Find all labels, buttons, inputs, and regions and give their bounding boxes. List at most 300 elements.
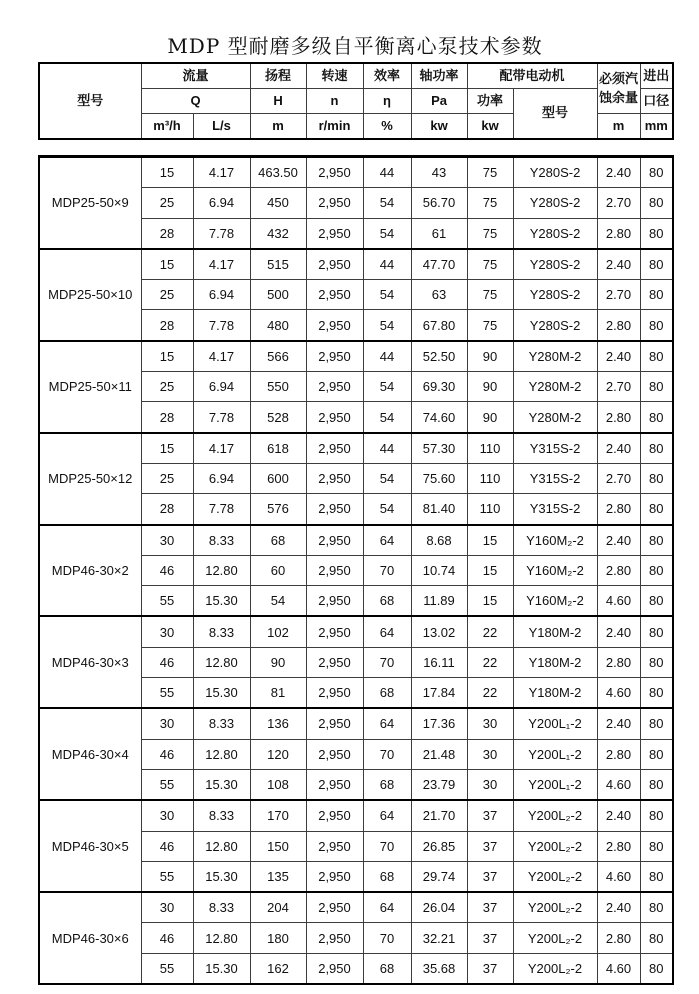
motor-power-cell: 75 xyxy=(467,157,513,188)
data-table xyxy=(38,155,674,985)
motor-model-cell: Y200L₂-2 xyxy=(513,861,597,892)
efficiency-cell: 54 xyxy=(363,310,411,341)
motor-model-cell: Y180M-2 xyxy=(513,647,597,677)
shaft-power-cell: 8.68 xyxy=(411,525,467,556)
table-row xyxy=(39,708,673,739)
motor-power-cell: 37 xyxy=(467,861,513,892)
port-diameter-cell: 80 xyxy=(640,341,673,372)
flow-m3h-cell: 30 xyxy=(141,708,193,739)
speed-cell: 2,950 xyxy=(306,249,363,280)
header-table xyxy=(38,62,674,140)
motor-model-cell: Y200L₁-2 xyxy=(513,739,597,769)
npsh-cell: 4.60 xyxy=(597,769,640,800)
speed-cell: 2,950 xyxy=(306,372,363,402)
flow-ls-cell: 8.33 xyxy=(193,892,250,923)
shaft-power-cell: 29.74 xyxy=(411,861,467,892)
flow-m3h-cell: 55 xyxy=(141,861,193,892)
header-port-line1: 进出 xyxy=(640,63,673,89)
shaft-power-cell: 21.70 xyxy=(411,800,467,831)
motor-model-cell: Y200L₂-2 xyxy=(513,923,597,953)
table-row xyxy=(39,157,673,188)
motor-power-cell: 37 xyxy=(467,892,513,923)
efficiency-cell: 54 xyxy=(363,463,411,493)
table-row xyxy=(39,433,673,464)
speed-cell: 2,950 xyxy=(306,341,363,372)
speed-cell: 2,950 xyxy=(306,218,363,249)
header-efficiency: 效率 xyxy=(363,63,411,89)
npsh-cell: 2.80 xyxy=(597,739,640,769)
speed-cell: 2,950 xyxy=(306,586,363,617)
head-cell: 150 xyxy=(250,831,306,861)
header-q-symbol: Q xyxy=(141,89,250,114)
header-npsh: 必须汽蚀余量 xyxy=(597,63,640,114)
speed-cell: 2,950 xyxy=(306,861,363,892)
table-row xyxy=(39,525,673,556)
header-h-symbol: H xyxy=(250,89,306,114)
efficiency-cell: 64 xyxy=(363,616,411,647)
motor-model-cell: Y200L₂-2 xyxy=(513,953,597,984)
npsh-cell: 2.40 xyxy=(597,616,640,647)
npsh-cell: 2.40 xyxy=(597,249,640,280)
port-diameter-cell: 80 xyxy=(640,678,673,709)
motor-power-cell: 15 xyxy=(467,555,513,585)
flow-ls-cell: 8.33 xyxy=(193,800,250,831)
shaft-power-cell: 23.79 xyxy=(411,769,467,800)
head-cell: 528 xyxy=(250,402,306,433)
efficiency-cell: 68 xyxy=(363,678,411,709)
header-speed: 转速 xyxy=(306,63,363,89)
head-cell: 90 xyxy=(250,647,306,677)
motor-model-cell: Y180M-2 xyxy=(513,616,597,647)
speed-cell: 2,950 xyxy=(306,769,363,800)
pump-model-cell: MDP46-30×3 xyxy=(39,616,141,708)
motor-power-cell: 110 xyxy=(467,463,513,493)
header-motor-model: 型号 xyxy=(513,89,597,140)
efficiency-cell: 64 xyxy=(363,800,411,831)
speed-cell: 2,950 xyxy=(306,708,363,739)
motor-model-cell: Y280S-2 xyxy=(513,310,597,341)
npsh-cell: 2.80 xyxy=(597,923,640,953)
pump-model-cell: MDP46-30×6 xyxy=(39,892,141,984)
port-diameter-cell: 80 xyxy=(640,586,673,617)
motor-power-cell: 22 xyxy=(467,678,513,709)
port-diameter-cell: 80 xyxy=(640,157,673,188)
head-cell: 463.50 xyxy=(250,157,306,188)
pump-model-cell: MDP46-30×2 xyxy=(39,525,141,617)
npsh-cell: 2.40 xyxy=(597,800,640,831)
head-cell: 170 xyxy=(250,800,306,831)
efficiency-cell: 64 xyxy=(363,892,411,923)
motor-model-cell: Y200L₂-2 xyxy=(513,831,597,861)
speed-cell: 2,950 xyxy=(306,800,363,831)
motor-power-cell: 75 xyxy=(467,280,513,310)
head-cell: 68 xyxy=(250,525,306,556)
speed-cell: 2,950 xyxy=(306,923,363,953)
port-diameter-cell: 80 xyxy=(640,769,673,800)
pump-model-cell: MDP25-50×12 xyxy=(39,433,141,525)
head-cell: 600 xyxy=(250,463,306,493)
motor-model-cell: Y160M₂-2 xyxy=(513,586,597,617)
npsh-cell: 2.70 xyxy=(597,280,640,310)
motor-model-cell: Y200L₂-2 xyxy=(513,892,597,923)
npsh-cell: 4.60 xyxy=(597,678,640,709)
motor-model-cell: Y280S-2 xyxy=(513,249,597,280)
flow-ls-cell: 4.17 xyxy=(193,249,250,280)
flow-m3h-cell: 55 xyxy=(141,953,193,984)
shaft-power-cell: 74.60 xyxy=(411,402,467,433)
speed-cell: 2,950 xyxy=(306,739,363,769)
flow-m3h-cell: 15 xyxy=(141,341,193,372)
motor-model-cell: Y315S-2 xyxy=(513,463,597,493)
header-motor-power: 功率 xyxy=(467,89,513,114)
port-diameter-cell: 80 xyxy=(640,433,673,464)
flow-m3h-cell: 30 xyxy=(141,892,193,923)
speed-cell: 2,950 xyxy=(306,402,363,433)
flow-ls-cell: 7.78 xyxy=(193,310,250,341)
shaft-power-cell: 61 xyxy=(411,218,467,249)
header-unit-speed: r/min xyxy=(306,114,363,140)
speed-cell: 2,950 xyxy=(306,953,363,984)
motor-model-cell: Y200L₁-2 xyxy=(513,769,597,800)
head-cell: 102 xyxy=(250,616,306,647)
head-cell: 515 xyxy=(250,249,306,280)
head-cell: 566 xyxy=(250,341,306,372)
port-diameter-cell: 80 xyxy=(640,953,673,984)
flow-ls-cell: 4.17 xyxy=(193,433,250,464)
pump-model-cell: MDP46-30×4 xyxy=(39,708,141,800)
port-diameter-cell: 80 xyxy=(640,310,673,341)
table-row xyxy=(39,249,673,280)
header-eta-symbol: η xyxy=(363,89,411,114)
shaft-power-cell: 13.02 xyxy=(411,616,467,647)
port-diameter-cell: 80 xyxy=(640,800,673,831)
motor-power-cell: 30 xyxy=(467,708,513,739)
efficiency-cell: 44 xyxy=(363,341,411,372)
head-cell: 500 xyxy=(250,280,306,310)
flow-m3h-cell: 15 xyxy=(141,249,193,280)
motor-power-cell: 37 xyxy=(467,800,513,831)
efficiency-cell: 54 xyxy=(363,494,411,525)
pump-model-cell: MDP46-30×5 xyxy=(39,800,141,892)
flow-ls-cell: 15.30 xyxy=(193,861,250,892)
speed-cell: 2,950 xyxy=(306,678,363,709)
motor-model-cell: Y280S-2 xyxy=(513,218,597,249)
head-cell: 120 xyxy=(250,739,306,769)
port-diameter-cell: 80 xyxy=(640,923,673,953)
npsh-cell: 2.40 xyxy=(597,525,640,556)
flow-m3h-cell: 55 xyxy=(141,586,193,617)
port-diameter-cell: 80 xyxy=(640,280,673,310)
shaft-power-cell: 26.85 xyxy=(411,831,467,861)
table-row xyxy=(39,892,673,923)
motor-model-cell: Y160M₂-2 xyxy=(513,525,597,556)
flow-ls-cell: 6.94 xyxy=(193,188,250,218)
table-body xyxy=(39,157,673,985)
motor-model-cell: Y280S-2 xyxy=(513,280,597,310)
motor-model-cell: Y180M-2 xyxy=(513,678,597,709)
header-unit-ls: L/s xyxy=(193,114,250,140)
npsh-cell: 2.80 xyxy=(597,218,640,249)
shaft-power-cell: 10.74 xyxy=(411,555,467,585)
flow-ls-cell: 6.94 xyxy=(193,280,250,310)
page-title: MDP 型耐磨多级自平衡离心泵技术参数 xyxy=(167,34,543,58)
flow-m3h-cell: 25 xyxy=(141,372,193,402)
head-cell: 450 xyxy=(250,188,306,218)
flow-m3h-cell: 25 xyxy=(141,188,193,218)
port-diameter-cell: 80 xyxy=(640,494,673,525)
shaft-power-cell: 56.70 xyxy=(411,188,467,218)
table-row xyxy=(39,616,673,647)
port-diameter-cell: 80 xyxy=(640,218,673,249)
npsh-cell: 2.80 xyxy=(597,310,640,341)
flow-m3h-cell: 25 xyxy=(141,280,193,310)
port-diameter-cell: 80 xyxy=(640,892,673,923)
flow-m3h-cell: 46 xyxy=(141,555,193,585)
header-unit-efficiency: % xyxy=(363,114,411,140)
header-unit-motor-power: kw xyxy=(467,114,513,140)
efficiency-cell: 64 xyxy=(363,525,411,556)
motor-power-cell: 75 xyxy=(467,249,513,280)
head-cell: 60 xyxy=(250,555,306,585)
efficiency-cell: 68 xyxy=(363,861,411,892)
motor-power-cell: 30 xyxy=(467,769,513,800)
shaft-power-cell: 32.21 xyxy=(411,923,467,953)
flow-m3h-cell: 30 xyxy=(141,800,193,831)
motor-power-cell: 90 xyxy=(467,341,513,372)
port-diameter-cell: 80 xyxy=(640,708,673,739)
speed-cell: 2,950 xyxy=(306,310,363,341)
flow-ls-cell: 12.80 xyxy=(193,647,250,677)
npsh-cell: 2.70 xyxy=(597,463,640,493)
speed-cell: 2,950 xyxy=(306,616,363,647)
efficiency-cell: 44 xyxy=(363,157,411,188)
motor-power-cell: 37 xyxy=(467,953,513,984)
flow-m3h-cell: 25 xyxy=(141,463,193,493)
port-diameter-cell: 80 xyxy=(640,555,673,585)
header-flow: 流量 xyxy=(141,63,250,89)
flow-ls-cell: 8.33 xyxy=(193,525,250,556)
header-row-1 xyxy=(39,63,673,89)
header-motor-group: 配带电动机 xyxy=(467,63,597,89)
header-head: 扬程 xyxy=(250,63,306,89)
motor-power-cell: 75 xyxy=(467,310,513,341)
head-cell: 180 xyxy=(250,923,306,953)
flow-ls-cell: 12.80 xyxy=(193,739,250,769)
efficiency-cell: 54 xyxy=(363,188,411,218)
efficiency-cell: 54 xyxy=(363,402,411,433)
head-cell: 432 xyxy=(250,218,306,249)
efficiency-cell: 70 xyxy=(363,923,411,953)
speed-cell: 2,950 xyxy=(306,463,363,493)
port-diameter-cell: 80 xyxy=(640,188,673,218)
efficiency-cell: 44 xyxy=(363,249,411,280)
npsh-cell: 2.40 xyxy=(597,341,640,372)
speed-cell: 2,950 xyxy=(306,647,363,677)
header-unit-port: mm xyxy=(640,114,673,140)
port-diameter-cell: 80 xyxy=(640,525,673,556)
port-diameter-cell: 80 xyxy=(640,831,673,861)
shaft-power-cell: 81.40 xyxy=(411,494,467,525)
speed-cell: 2,950 xyxy=(306,188,363,218)
head-cell: 135 xyxy=(250,861,306,892)
header-pa-symbol: Pa xyxy=(411,89,467,114)
npsh-cell: 2.80 xyxy=(597,647,640,677)
motor-power-cell: 75 xyxy=(467,218,513,249)
head-cell: 576 xyxy=(250,494,306,525)
flow-ls-cell: 8.33 xyxy=(193,708,250,739)
npsh-cell: 2.70 xyxy=(597,372,640,402)
npsh-cell: 2.40 xyxy=(597,892,640,923)
motor-power-cell: 15 xyxy=(467,586,513,617)
port-diameter-cell: 80 xyxy=(640,463,673,493)
efficiency-cell: 70 xyxy=(363,555,411,585)
shaft-power-cell: 43 xyxy=(411,157,467,188)
motor-model-cell: Y280S-2 xyxy=(513,157,597,188)
table-row xyxy=(39,800,673,831)
head-cell: 108 xyxy=(250,769,306,800)
shaft-power-cell: 57.30 xyxy=(411,433,467,464)
shaft-power-cell: 69.30 xyxy=(411,372,467,402)
header-port-line2: 口径 xyxy=(640,89,673,114)
port-diameter-cell: 80 xyxy=(640,739,673,769)
port-diameter-cell: 80 xyxy=(640,372,673,402)
pump-model-cell: MDP25-50×11 xyxy=(39,341,141,433)
motor-model-cell: Y315S-2 xyxy=(513,494,597,525)
flow-m3h-cell: 28 xyxy=(141,218,193,249)
flow-ls-cell: 8.33 xyxy=(193,616,250,647)
flow-ls-cell: 6.94 xyxy=(193,463,250,493)
shaft-power-cell: 52.50 xyxy=(411,341,467,372)
port-diameter-cell: 80 xyxy=(640,402,673,433)
flow-ls-cell: 15.30 xyxy=(193,769,250,800)
motor-power-cell: 15 xyxy=(467,525,513,556)
head-cell: 204 xyxy=(250,892,306,923)
port-diameter-cell: 80 xyxy=(640,861,673,892)
shaft-power-cell: 67.80 xyxy=(411,310,467,341)
flow-m3h-cell: 46 xyxy=(141,923,193,953)
motor-power-cell: 110 xyxy=(467,433,513,464)
speed-cell: 2,950 xyxy=(306,525,363,556)
header-unit-shaft-power: kw xyxy=(411,114,467,140)
header-n-symbol: n xyxy=(306,89,363,114)
head-cell: 54 xyxy=(250,586,306,617)
head-cell: 136 xyxy=(250,708,306,739)
npsh-cell: 2.80 xyxy=(597,402,640,433)
flow-ls-cell: 6.94 xyxy=(193,372,250,402)
flow-ls-cell: 12.80 xyxy=(193,831,250,861)
head-cell: 81 xyxy=(250,678,306,709)
flow-m3h-cell: 15 xyxy=(141,157,193,188)
npsh-cell: 2.40 xyxy=(597,433,640,464)
motor-model-cell: Y280S-2 xyxy=(513,188,597,218)
flow-m3h-cell: 55 xyxy=(141,769,193,800)
table-row xyxy=(39,341,673,372)
port-diameter-cell: 80 xyxy=(640,249,673,280)
motor-power-cell: 22 xyxy=(467,616,513,647)
shaft-power-cell: 26.04 xyxy=(411,892,467,923)
flow-ls-cell: 12.80 xyxy=(193,555,250,585)
head-cell: 550 xyxy=(250,372,306,402)
flow-m3h-cell: 30 xyxy=(141,525,193,556)
npsh-cell: 4.60 xyxy=(597,953,640,984)
speed-cell: 2,950 xyxy=(306,280,363,310)
flow-m3h-cell: 55 xyxy=(141,678,193,709)
pump-model-cell: MDP25-50×10 xyxy=(39,249,141,341)
motor-model-cell: Y200L₂-2 xyxy=(513,800,597,831)
flow-m3h-cell: 30 xyxy=(141,616,193,647)
motor-power-cell: 75 xyxy=(467,188,513,218)
speed-cell: 2,950 xyxy=(306,157,363,188)
pump-model-cell: MDP25-50×9 xyxy=(39,157,141,249)
shaft-power-cell: 16.11 xyxy=(411,647,467,677)
head-cell: 618 xyxy=(250,433,306,464)
efficiency-cell: 54 xyxy=(363,280,411,310)
motor-model-cell: Y280M-2 xyxy=(513,402,597,433)
npsh-cell: 2.40 xyxy=(597,708,640,739)
shaft-power-cell: 21.48 xyxy=(411,739,467,769)
shaft-power-cell: 75.60 xyxy=(411,463,467,493)
efficiency-cell: 64 xyxy=(363,708,411,739)
flow-m3h-cell: 46 xyxy=(141,739,193,769)
header-unit-m3h: m³/h xyxy=(141,114,193,140)
efficiency-cell: 68 xyxy=(363,586,411,617)
flow-ls-cell: 7.78 xyxy=(193,402,250,433)
shaft-power-cell: 63 xyxy=(411,280,467,310)
head-cell: 480 xyxy=(250,310,306,341)
efficiency-cell: 68 xyxy=(363,953,411,984)
header-unit-npsh: m xyxy=(597,114,640,140)
flow-m3h-cell: 15 xyxy=(141,433,193,464)
motor-model-cell: Y160M₂-2 xyxy=(513,555,597,585)
flow-ls-cell: 15.30 xyxy=(193,586,250,617)
flow-m3h-cell: 28 xyxy=(141,402,193,433)
port-diameter-cell: 80 xyxy=(640,616,673,647)
flow-ls-cell: 15.30 xyxy=(193,678,250,709)
header-model: 型号 xyxy=(39,63,141,139)
motor-power-cell: 37 xyxy=(467,923,513,953)
efficiency-cell: 54 xyxy=(363,372,411,402)
flow-ls-cell: 4.17 xyxy=(193,157,250,188)
shaft-power-cell: 17.36 xyxy=(411,708,467,739)
efficiency-cell: 68 xyxy=(363,769,411,800)
npsh-cell: 2.80 xyxy=(597,555,640,585)
efficiency-cell: 54 xyxy=(363,218,411,249)
flow-m3h-cell: 46 xyxy=(141,647,193,677)
speed-cell: 2,950 xyxy=(306,892,363,923)
header-unit-head: m xyxy=(250,114,306,140)
npsh-cell: 2.40 xyxy=(597,157,640,188)
port-diameter-cell: 80 xyxy=(640,647,673,677)
header-shaft-power: 轴功率 xyxy=(411,63,467,89)
npsh-cell: 4.60 xyxy=(597,586,640,617)
flow-m3h-cell: 28 xyxy=(141,494,193,525)
motor-model-cell: Y280M-2 xyxy=(513,372,597,402)
flow-m3h-cell: 46 xyxy=(141,831,193,861)
flow-ls-cell: 7.78 xyxy=(193,494,250,525)
shaft-power-cell: 35.68 xyxy=(411,953,467,984)
speed-cell: 2,950 xyxy=(306,555,363,585)
motor-power-cell: 90 xyxy=(467,372,513,402)
shaft-power-cell: 11.89 xyxy=(411,586,467,617)
speed-cell: 2,950 xyxy=(306,433,363,464)
efficiency-cell: 70 xyxy=(363,831,411,861)
speed-cell: 2,950 xyxy=(306,831,363,861)
shaft-power-cell: 17.84 xyxy=(411,678,467,709)
motor-power-cell: 90 xyxy=(467,402,513,433)
motor-model-cell: Y200L₁-2 xyxy=(513,708,597,739)
shaft-power-cell: 47.70 xyxy=(411,249,467,280)
flow-m3h-cell: 28 xyxy=(141,310,193,341)
